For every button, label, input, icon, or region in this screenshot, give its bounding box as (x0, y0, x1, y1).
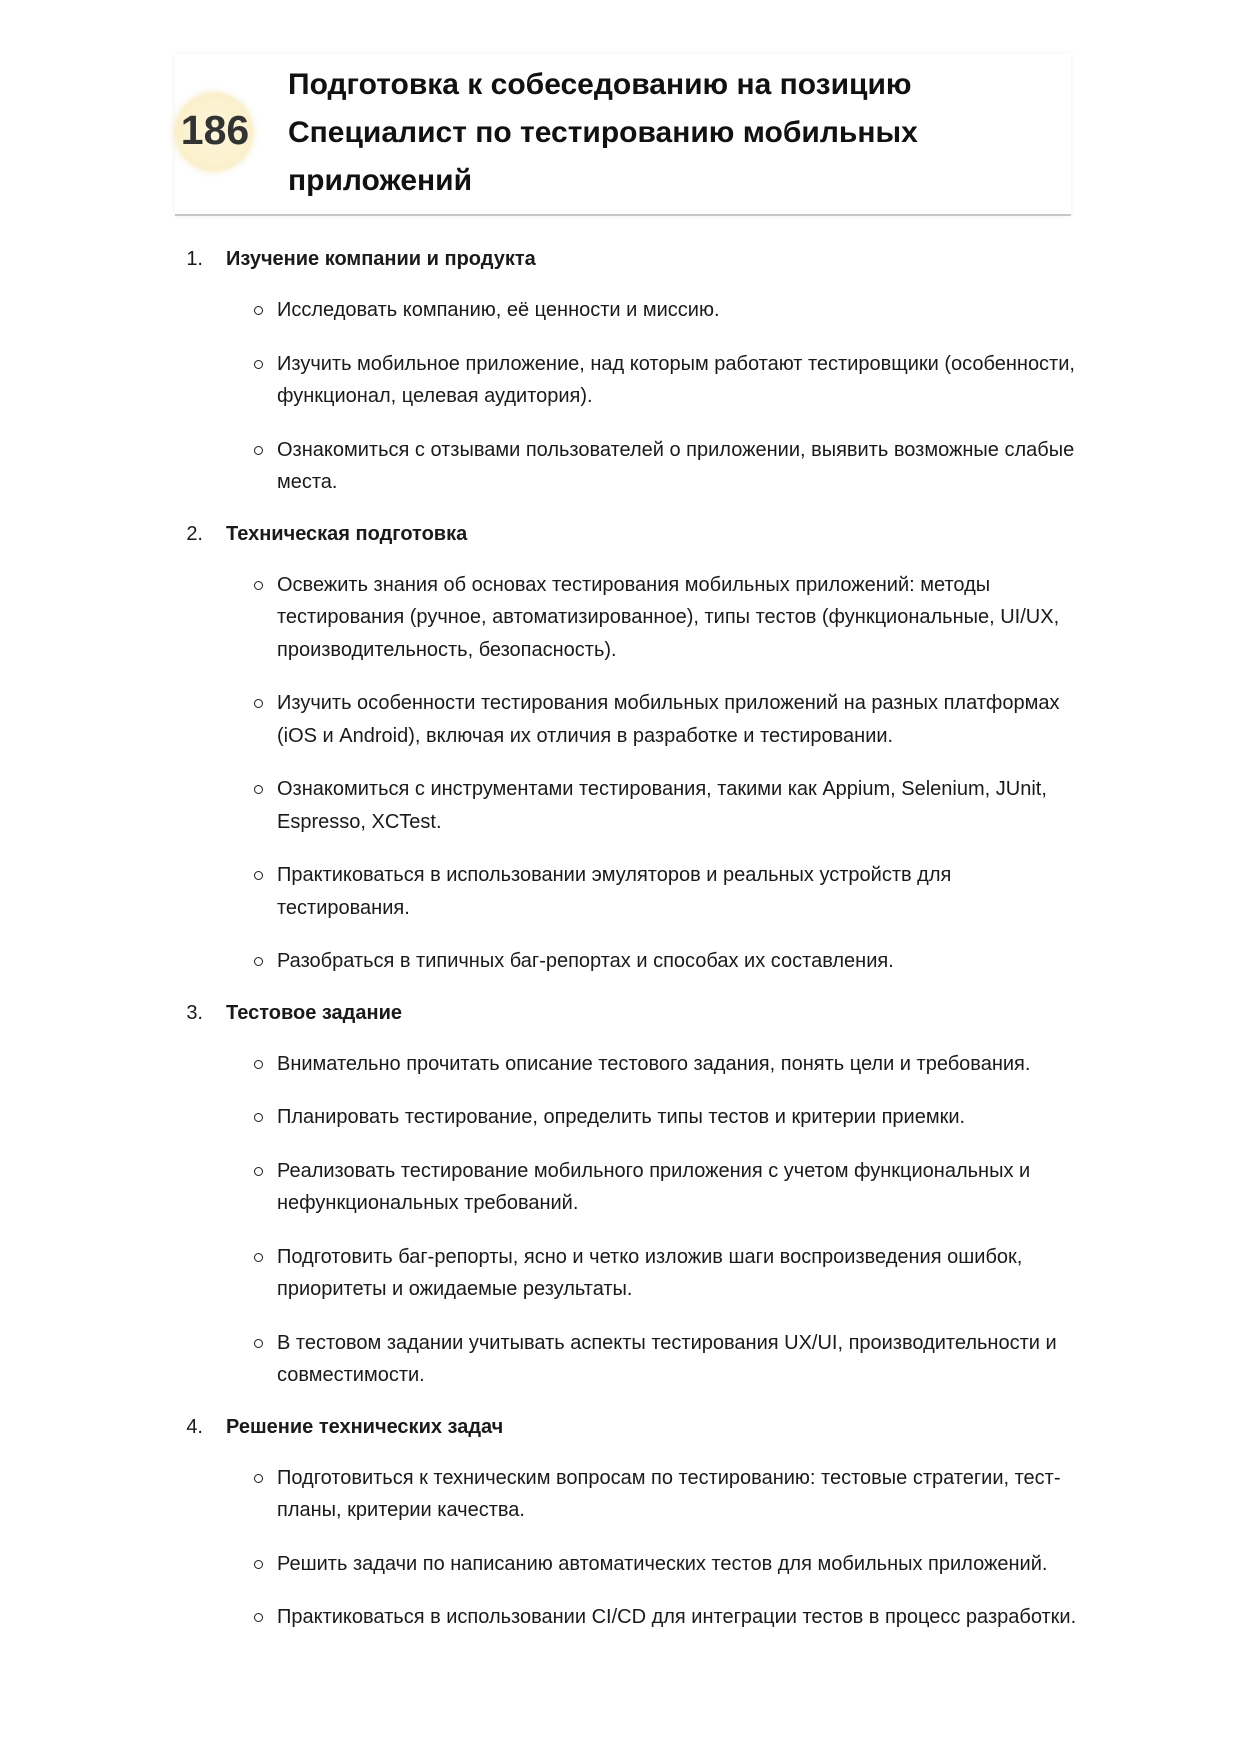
circle-bullet-icon (254, 1167, 263, 1176)
list-item (175, 1462, 1077, 1527)
circle-bullet-icon (254, 1339, 263, 1348)
list-item-text: Подготовить баг-репорты, ясно и четко изложив шаги воспроизведения ошибок, приоритеты и ожидаемые результаты. (277, 1245, 1023, 1300)
section-number: 2. (186, 522, 203, 545)
list-item-text: Внимательно прочитать описание тестового задания, понять цели и требования. (277, 1052, 1031, 1075)
circle-bullet-icon (254, 446, 263, 455)
list-item (175, 348, 1077, 413)
list-item-text: Практиковаться в использовании эмуляторов и реальных устройств для тестирования. (277, 864, 952, 919)
page-header (175, 54, 1071, 216)
list-item (175, 1548, 1077, 1581)
list-item-text: Изучить мобильное приложение, над которым работают тестировщики (особенности, функционал, целевая аудитория). (277, 352, 1075, 407)
section-heading (175, 1413, 1075, 1441)
list-item-text: Подготовиться к техническим вопросам по тестированию: тестовые стратегии, тест-планы, критерии качества. (277, 1466, 1061, 1521)
list-item (175, 1101, 1077, 1134)
list-item (175, 773, 1077, 838)
bullet-list (175, 569, 1075, 978)
section-title: Решение технических задач (226, 1415, 504, 1438)
list-item (175, 1241, 1077, 1306)
circle-bullet-icon (254, 699, 263, 708)
circle-bullet-icon (254, 957, 263, 966)
page-number: 186 (180, 107, 250, 153)
circle-bullet-icon (254, 360, 263, 369)
section-title: Тестовое задание (226, 1001, 402, 1024)
circle-bullet-icon (254, 581, 263, 590)
section-number: 3. (186, 1001, 203, 1024)
list-item-text: Ознакомиться с отзывами пользователей о приложении, выявить возможные слабые места. (277, 438, 1075, 493)
section-title: Техническая подготовка (226, 522, 468, 545)
list-item (175, 1155, 1077, 1220)
list-item-text: Практиковаться в использовании CI/CD для интеграции тестов в процесс разработки. (277, 1606, 1077, 1628)
circle-bullet-icon (254, 1560, 263, 1569)
bullet-list (175, 1462, 1075, 1634)
list-item-text: Исследовать компанию, её ценности и миссию. (277, 299, 720, 321)
circle-bullet-icon (254, 306, 263, 315)
document-body (175, 245, 1075, 1655)
list-item (175, 294, 1077, 327)
list-item-text: Освежить знания об основах тестирования мобильных приложений: методы тестирования (ручное, автоматизированное), типы тестов (функциональные, UI/UX, производительность, безопасность). (277, 573, 1060, 661)
circle-bullet-icon (254, 1474, 263, 1483)
list-item (175, 1327, 1077, 1392)
circle-bullet-icon (254, 1060, 263, 1069)
circle-bullet-icon (254, 1253, 263, 1262)
section-heading (175, 999, 1075, 1027)
list-item (175, 945, 1077, 978)
list-item (175, 434, 1077, 499)
list-item (175, 569, 1077, 667)
circle-bullet-icon (254, 1613, 263, 1622)
section-number: 1. (186, 248, 203, 270)
section (175, 999, 1075, 1392)
circle-bullet-icon (254, 785, 263, 794)
section-title: Изучение компании и продукта (226, 248, 536, 270)
list-item-text: Разобраться в типичных баг-репортах и способах их составления. (277, 950, 894, 972)
list-item (175, 1048, 1077, 1081)
section (175, 245, 1075, 499)
list-item (175, 859, 1077, 924)
list-item-text: В тестовом задании учитывать аспекты тестирования UX/UI, производительности и совместимости. (277, 1331, 1057, 1386)
section-heading (175, 520, 1075, 548)
section-number: 4. (186, 1415, 203, 1438)
list-item-text: Изучить особенности тестирования мобильных приложений на разных платформах (iOS и Android), включая их отличия в разработке и тестировании. (277, 692, 1060, 747)
circle-bullet-icon (254, 871, 263, 880)
list-item (175, 1601, 1077, 1634)
page-title: Подготовка к собеседованию на позицию Специалист по тестированию мобильных приложений (288, 68, 918, 197)
bullet-list (175, 294, 1075, 499)
section (175, 520, 1075, 978)
list-item-text: Ознакомиться с инструментами тестирования, такими как Appium, Selenium, JUnit, Espresso, XCTest. (277, 778, 1047, 833)
section (175, 1413, 1075, 1634)
bullet-list (175, 1048, 1075, 1392)
list-item-text: Решить задачи по написанию автоматических тестов для мобильных приложений. (277, 1552, 1048, 1575)
section-heading (175, 245, 1075, 273)
list-item-text: Планировать тестирование, определить типы тестов и критерии приемки. (277, 1106, 966, 1128)
circle-bullet-icon (254, 1113, 263, 1122)
list-item-text: Реализовать тестирование мобильного приложения с учетом функциональных и нефункциональных требований. (277, 1159, 1031, 1214)
list-item (175, 687, 1077, 752)
